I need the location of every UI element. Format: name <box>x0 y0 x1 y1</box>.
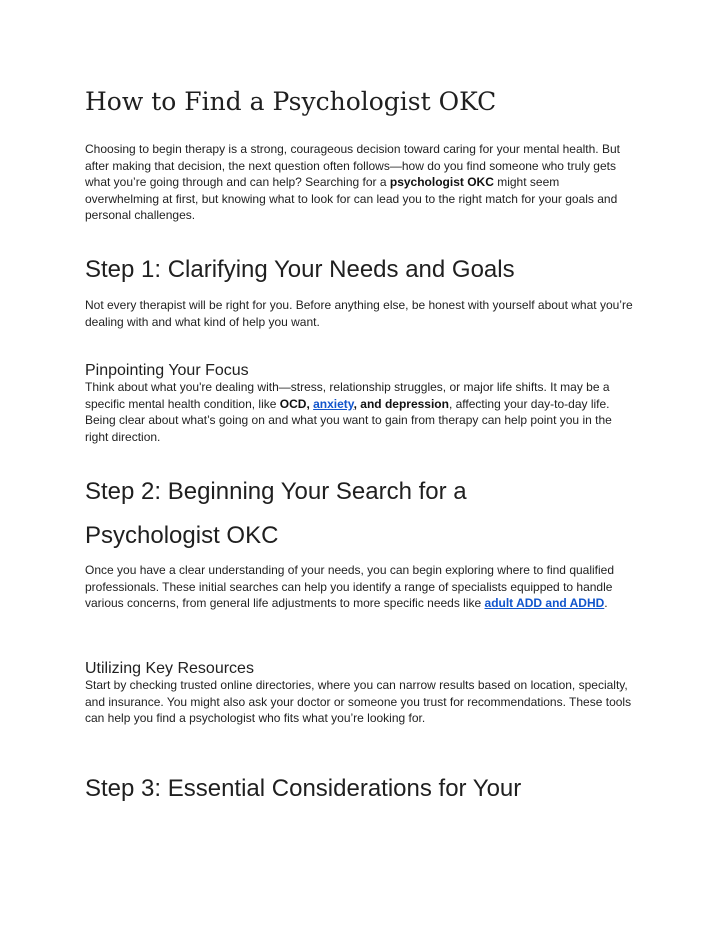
step1-heading: Step 1: Clarifying Your Needs and Goals <box>85 256 515 283</box>
ocd-term: OCD, <box>279 396 310 411</box>
step1-sub-text-before: Think about what you're dealing with—stress, relationship struggles, or major life shifts. It may be a specific mental health condition, like <box>85 380 610 411</box>
intro-keyword: psychologist OKC <box>389 175 494 190</box>
intro-text-before: Choosing to begin therapy is a strong, courageous decision toward caring for your mental health. But after making that decision, the next question often follows—how do you find someone who truly gets what you’re going through and can help? Searching for a <box>85 142 620 190</box>
step2-heading-line2: Psychologist OKC <box>85 522 279 549</box>
intro-text-after: might seem overwhelming at first, but knowing what to look for can lead you to the right match for your goals and personal challenges. <box>85 175 618 223</box>
step2-paragraph <box>85 562 635 612</box>
adult-add-adhd-link[interactable]: adult ADD and ADHD <box>484 596 605 611</box>
step1-comma: , <box>353 396 357 411</box>
step1-sub-text-after: , affecting your day-to-day life. Being clear about what’s going on and what you want to gain from therapy can help point you in the right direction. <box>85 396 612 444</box>
step2-heading-line1: Step 2: Beginning Your Search for a <box>85 478 467 505</box>
step1-paragraph: Not every therapist will be right for you. Before anything else, be honest with yourself about what you’re dealing with and what kind of help you want. <box>85 298 633 329</box>
step1-subheading: Pinpointing Your Focus <box>85 362 249 379</box>
step2-sub-paragraph: Start by checking trusted online directories, where you can narrow results based on location, specialty, and insurance. You might also ask your doctor or someone you trust for recommendations. These tools can help you find a psychologist who fits what you’re looking for. <box>85 678 632 726</box>
intro-paragraph <box>85 141 635 224</box>
step2-text-before: Once you have a clear understanding of your needs, you can begin exploring where to find qualified professionals. These initial searches can help you identify a range of specialists equipped to handle various concerns, from general life adjustments to more specific needs like <box>85 563 615 611</box>
depression-term: and depression <box>356 396 449 411</box>
step2-text-after: . <box>604 596 608 611</box>
anxiety-link[interactable]: anxiety <box>313 396 354 411</box>
step1-sub-paragraph <box>85 379 635 445</box>
step3-heading: Step 3: Essential Considerations for Your <box>85 775 522 802</box>
step2-subheading: Utilizing Key Resources <box>85 660 254 677</box>
page-title: How to Find a Psychologist OKC <box>85 87 497 116</box>
